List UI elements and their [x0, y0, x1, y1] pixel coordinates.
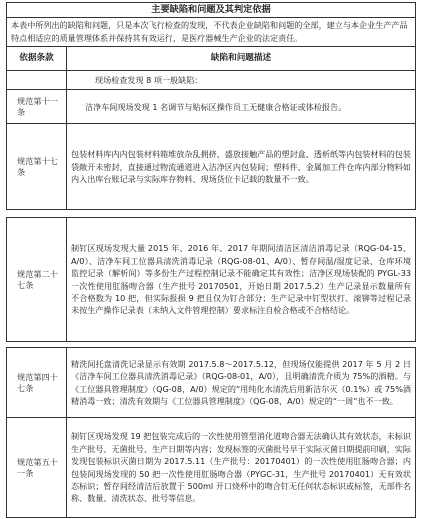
header-basis: 依据条款 — [7, 47, 67, 71]
summary-basis-cell — [7, 71, 67, 90]
row-basis: 规范第五十一条 — [7, 418, 67, 518]
row-description: 制钉区现场发现 19 把包装完成后的一次性使用管型消化道吻合器无法确认其有效状态，未标识生产批号、无菌批号、生产日期等内容；发现标签的灭菌批号早于实际灭菌日期提前印刷，实际发现包装标识灭菌日期为 2017.5.11（生产批号：20170401）的一次性使用肛肠吻合器；内包装间现场发现的 50 把一次性使用肛肠吻合器（PYGC-31，生产批号 20170401）无有效状态标识；暂存间经清洁后放置于 500ml 开口烧杯中的吻合钉无任何状态标识或标签，无部件名称、数量、清洗状态、批号等信息。 — [67, 418, 416, 518]
table-title: 主要缺陷和问题及其判定依据 — [7, 3, 416, 18]
intro-text: 本表中所列出的缺陷和问题，只是本次飞行检查的发现，不代表企业缺陷和问题的全部，建立与本企业生产产品特点相适应的质量管理体系并保持其有效运行，是医疗器械生产企业的法定责任。 — [7, 18, 416, 47]
summary-row: 现场检查发现 8 项一般缺陷： — [67, 71, 416, 90]
findings-table-middle — [6, 217, 416, 342]
row-description: 精洗间托盘清洗记录显示有效期 2017.5.8～2017.5.12，但现场仅能提供 2017 年 5 月 2 日《洁净车间工位器具清洗消毒记录》（RQG-08-01，A/0），且明确清洗介质为 75%的酒精。与《工位器具管理制度》（QG-08，A/0）规定的“用纯化水清洗后用新洁尔灭（0.1%）或 75%酒精消毒一致；清洗有效期与《工位器具管理制度》（QG-08，A/0）规定的“一周”也不一致。 — [67, 348, 416, 418]
header-description: 缺陷和问题描述 — [67, 47, 416, 71]
row-basis: 规范第十一条 — [7, 90, 67, 124]
row-description: 制钉区现场发现大量 2015 年、2016 年、2017 年期间清洁区清洁消毒记录（RQG-04-15、A/0）、洁净车间工位器具清洗消毒记录（RQG-08-01、A/0）、暂存间温/湿度记录、仓库环境监控记录（解析间）等多份生产过程控制记录不能确定其有效性；洁净区现场装配的 PYGL-33 一次性使用肛肠吻合器（生产批号 20170501，开始日期 2017.5.2）生产记录显示数量所有不合格数为 10 把，但实际报损 9 把且仅为钉合部分；生产记录中钉型状打、滚铆等过程记录未按生产操作记录表（未纳入文件管理控制）要求标注自检合格或不合格结论。 — [67, 218, 416, 342]
findings-table-top — [6, 2, 416, 210]
row-basis: 规范第十七条 — [7, 124, 67, 210]
findings-table-bottom — [6, 347, 416, 518]
row-basis: 规范第四十七条 — [7, 348, 67, 418]
row-description: 包装材料库内内包装材料箱堆放杂乱拥挤，盛放接触产品的塑封盒、透析纸等内包装材料的包装袋敞开未密封，直接通过物流通道进入洁净区内包装间；塑料件、金属加工件仓库内部分物料如内入出库台账记录与实际库存物料、现场货位卡记载的数量不一致。 — [67, 124, 416, 210]
row-description: 洁净车间现场发现 1 名调节与贴标区操作员工无健康合格证或体检报告。 — [67, 90, 416, 124]
row-basis: 规范第二十七条 — [7, 218, 67, 342]
